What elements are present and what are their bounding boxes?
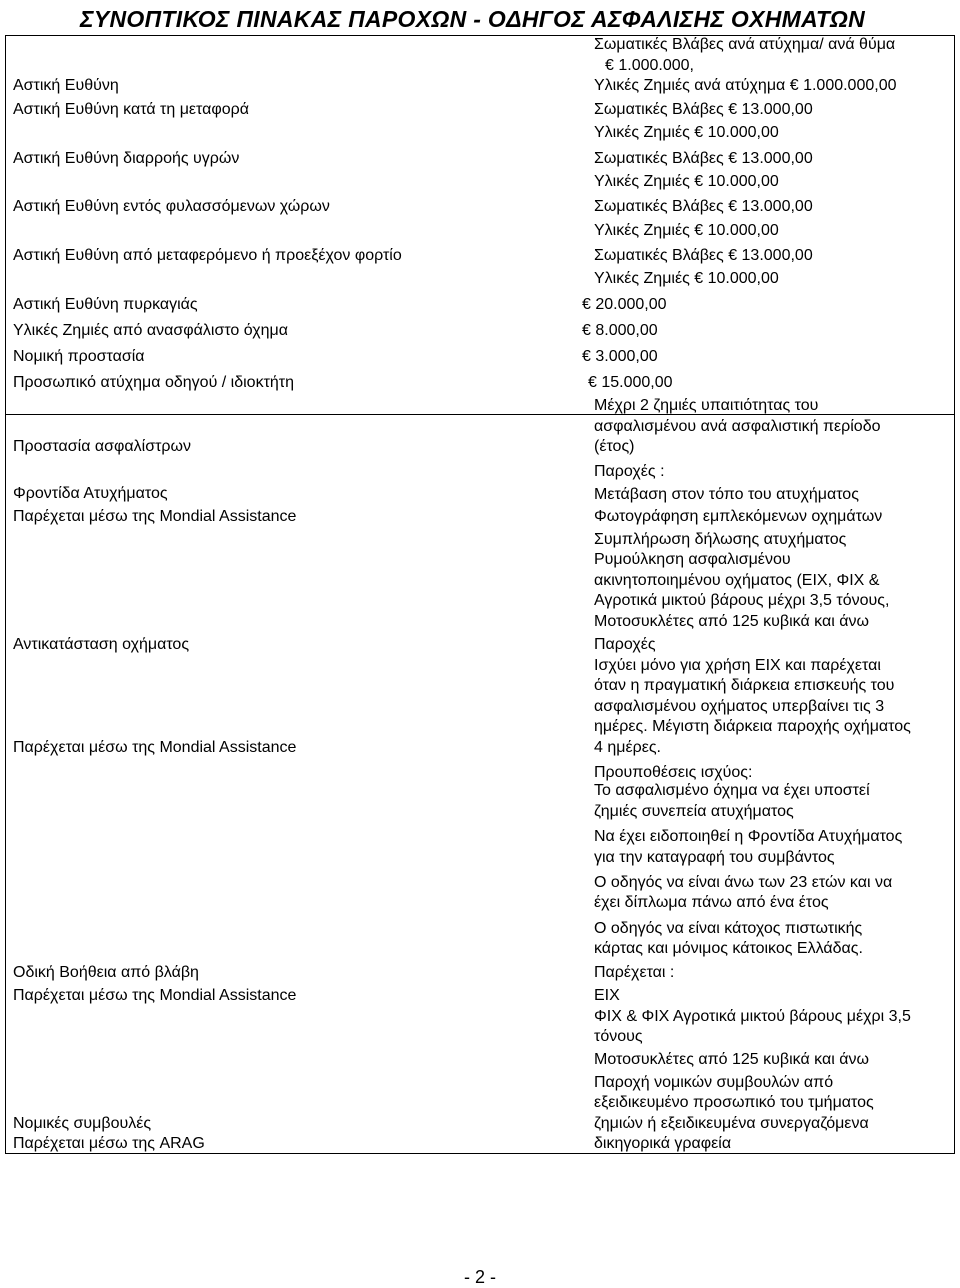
coverage-detail: Αγροτικά μικτού βάρους μέχρι 3,5 τόνους,: [594, 592, 890, 609]
coverage-detail: ΕΙΧ: [594, 987, 620, 1004]
coverage-detail: όταν η πραγματική διάρκεια επισκευής του: [594, 677, 895, 694]
coverage-detail: ακινητοποιημένου οχήματος (ΕΙΧ, ΦΙΧ &: [594, 572, 880, 589]
coverage-label: Υλικές Ζημιές από ανασφάλιστο όχημα: [13, 322, 288, 339]
coverage-provider: Παρέχεται μέσω της ARAG: [13, 1135, 205, 1152]
coverage-detail: κάρτας και μόνιμος κάτοικος Ελλάδας.: [594, 940, 863, 957]
coverage-amount: € 1.000.000,: [605, 57, 694, 74]
coverage-detail: ημέρες. Μέγιστη διάρκεια παροχής οχήματος: [594, 718, 911, 735]
coverage-detail: Μοτοσυκλέτες από 125 κυβικά και άνω: [594, 1051, 869, 1068]
coverage-amount: € 15.000,00: [588, 374, 673, 391]
coverage-amount: Σωματικές Βλάβες ανά ατύχημα/ ανά θύμα: [594, 36, 896, 53]
coverage-detail: Ρυμούλκηση ασφαλισμένου: [594, 551, 791, 568]
coverage-label: Αστική Ευθύνη κατά τη μεταφορά: [13, 101, 250, 118]
coverage-detail: Ο οδηγός να είναι άνω των 23 ετών και να: [594, 874, 893, 891]
coverage-detail: Μέχρι 2 ζημιές υπαιτιότητας του: [594, 397, 819, 414]
coverage-detail: Ο οδηγός να είναι κάτοχος πιστωτικής: [594, 920, 863, 937]
coverage-detail: Προυποθέσεις ισχύος:: [594, 764, 753, 781]
coverage-amount: Σωματικές Βλάβες € 13.000,00: [594, 150, 813, 167]
coverage-detail: εξειδικευμένο προσωπικό του τμήματος: [594, 1094, 874, 1111]
coverage-provider: Παρέχεται μέσω της Mondial Assistance: [13, 739, 297, 756]
coverage-detail: ΦΙΧ & ΦΙΧ Αγροτικά μικτού βάρους μέχρι 3,5: [594, 1008, 911, 1025]
coverage-detail: έχει δίπλωμα πάνω από ένα έτος: [594, 894, 829, 911]
coverage-amount: Σωματικές Βλάβες € 13.000,00: [594, 101, 813, 118]
coverage-amount: € 8.000,00: [582, 322, 658, 339]
coverage-detail: Παροχή νομικών συμβουλών από: [594, 1074, 834, 1091]
coverage-label: Αστική Ευθύνη από μεταφερόμενο ή προεξέχον φορτίο: [13, 247, 402, 264]
coverage-provider: Παρέχεται μέσω της Mondial Assistance: [13, 508, 297, 525]
coverage-label: Αντικατάσταση οχήματος: [13, 636, 190, 653]
coverage-detail: ασφαλισμένου οχήματος υπερβαίνει τις 3: [594, 698, 885, 715]
coverage-provider: Παρέχεται μέσω της Mondial Assistance: [13, 987, 297, 1004]
coverage-detail: Παροχές :: [594, 463, 665, 480]
coverage-detail: δικηγορικά γραφεία: [594, 1135, 732, 1152]
coverage-label: Νομική προστασία: [13, 348, 145, 365]
coverage-amount: Υλικές Ζημιές € 10.000,00: [594, 270, 779, 287]
coverage-detail: Παροχές: [594, 636, 656, 653]
coverage-detail: Συμπλήρωση δήλωσης ατυχήματος: [594, 531, 847, 548]
coverage-label: Αστική Ευθύνη διαρροής υγρών: [13, 150, 240, 167]
coverage-detail: ασφαλισμένου ανά ασφαλιστική περίοδο: [594, 418, 881, 435]
coverage-detail: τόνους: [594, 1028, 643, 1045]
coverage-amount: € 20.000,00: [582, 296, 667, 313]
page-number: - 2 -: [463, 1267, 496, 1287]
coverage-label: Νομικές συμβουλές: [13, 1115, 152, 1132]
page-title: ΣΥΝΟΠΤΙΚΟΣ ΠΙΝΑΚΑΣ ΠΑΡΟΧΩΝ - ΟΔΗΓΟΣ ΑΣΦΑΛΙΣΗΣ ΟΧΗΜΑΤΩΝ: [80, 6, 866, 32]
coverage-detail: Μοτοσυκλέτες από 125 κυβικά και άνω: [594, 613, 869, 630]
coverage-label: Αστική Ευθύνη: [13, 77, 119, 94]
coverage-detail: Μετάβαση στον τόπο του ατυχήματος: [594, 486, 859, 503]
coverage-detail: 4 ημέρες.: [594, 739, 661, 756]
coverage-amount: Υλικές Ζημιές ανά ατύχημα € 1.000.000,00: [594, 77, 897, 94]
coverage-label: Προστασία ασφαλίστρων: [13, 438, 191, 455]
coverage-detail: Φωτογράφηση εμπλεκόμενων οχημάτων: [594, 508, 883, 525]
coverage-detail: Να έχει ειδοποιηθεί η Φροντίδα Ατυχήματος: [594, 828, 903, 845]
coverage-amount: Σωματικές Βλάβες € 13.000,00: [594, 198, 813, 215]
coverage-detail: ζημιές συνεπεία ατυχήματος: [594, 803, 794, 820]
coverage-label: Οδική Βοήθεια από βλάβη: [13, 964, 199, 981]
coverage-detail: για την καταγραφή του συμβάντος: [594, 849, 835, 866]
coverage-detail: ζημιών ή εξειδικευμένα συνεργαζόμενα: [594, 1115, 869, 1132]
coverage-label: Προσωπικό ατύχημα οδηγού / ιδιοκτήτη: [13, 374, 295, 391]
coverage-detail: Παρέχεται :: [594, 964, 675, 981]
coverage-detail: Το ασφαλισμένο όχημα να έχει υποστεί: [594, 782, 870, 799]
coverage-amount: Υλικές Ζημιές € 10.000,00: [594, 222, 779, 239]
coverage-amount: Σωματικές Βλάβες € 13.000,00: [594, 247, 813, 264]
coverage-label: Φροντίδα Ατυχήματος: [13, 485, 168, 502]
coverage-label: Αστική Ευθύνη εντός φυλασσόμενων χώρων: [13, 198, 330, 215]
coverage-label: Αστική Ευθύνη πυρκαγιάς: [13, 296, 198, 313]
coverage-detail: Ισχύει μόνο για χρήση ΕΙΧ και παρέχεται: [594, 657, 881, 674]
coverage-amount: Υλικές Ζημιές € 10.000,00: [594, 173, 779, 190]
coverage-amount: Υλικές Ζημιές € 10.000,00: [594, 124, 779, 141]
coverage-amount: € 3.000,00: [582, 348, 658, 365]
coverage-detail: (έτος): [594, 438, 635, 455]
